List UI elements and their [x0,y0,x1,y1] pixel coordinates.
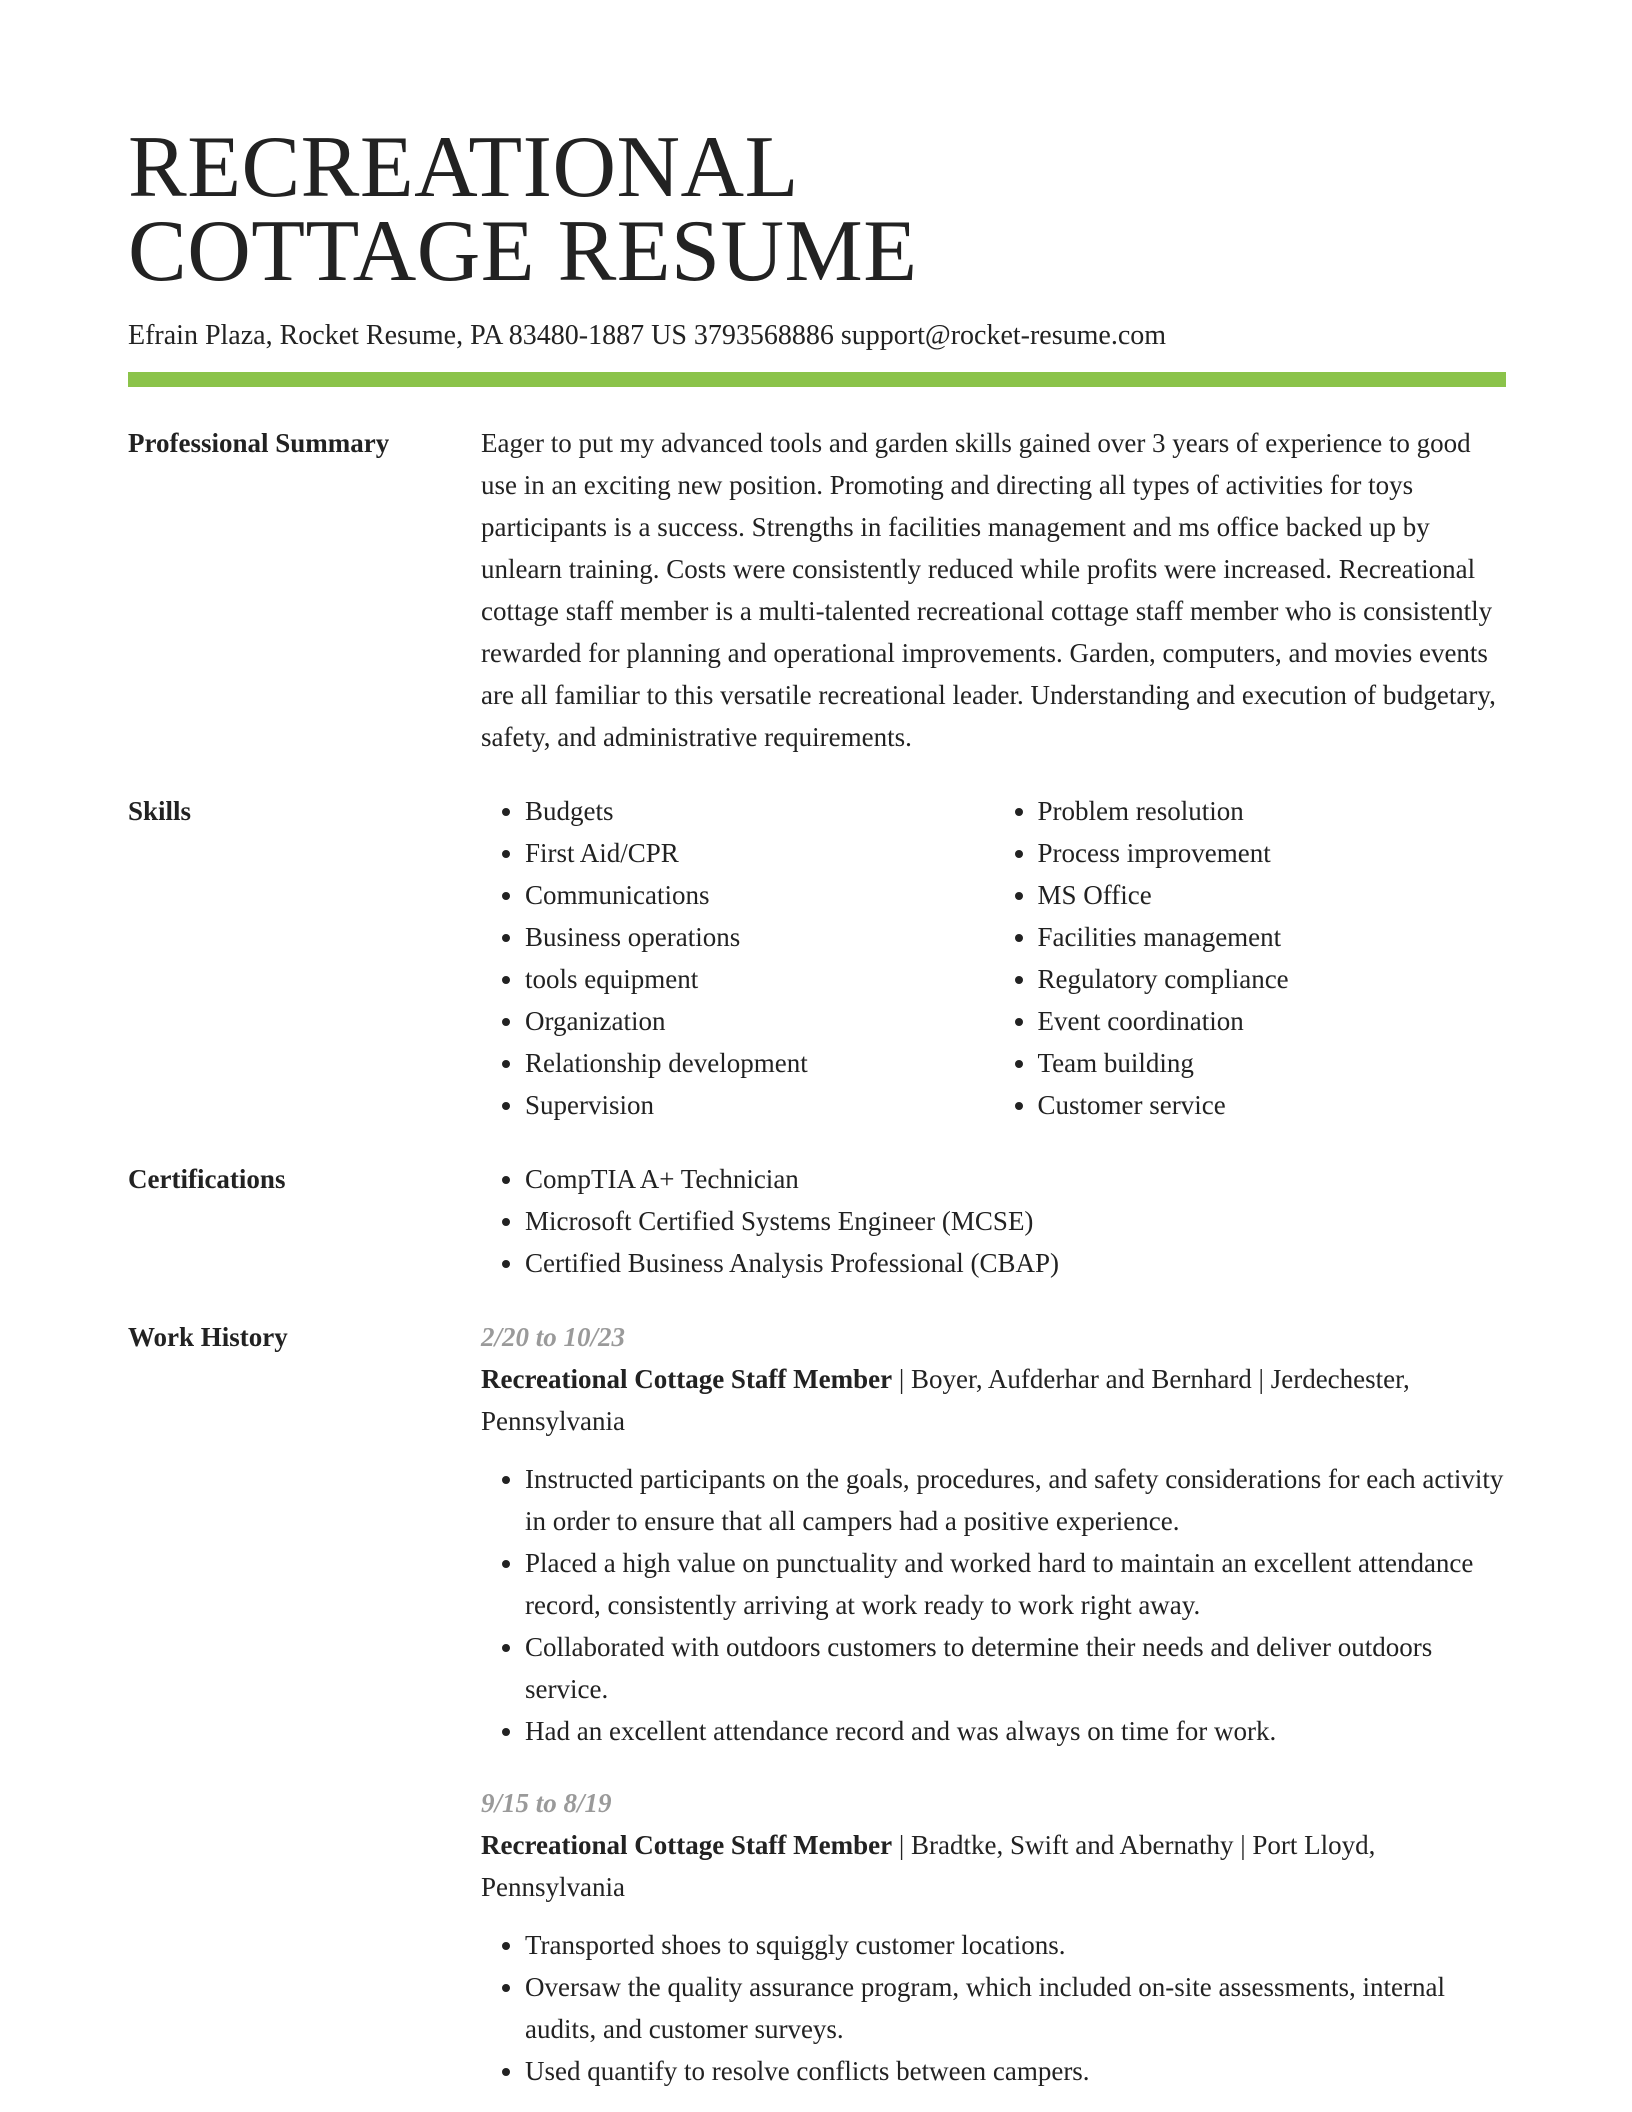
summary-text: Eager to put my advanced tools and garden skills gained over 3 years of experience to good use in an exciting new position. Promoting and directing all types of activities for toys participants is a success. Strengths in facilities management and ms office backed up by unlearn training. Costs were consistently reduced while profits were increased. Recreational cottage staff member is a multi-talented recreational cottage staff member who is consistently rewarded for planning and operational improvements. Garden, computers, and movies events are all familiar to this versatile recreational leader. Understanding and execution of budgetary, safety, and administrative requirements. [481,428,1496,752]
skill-item: • Regulatory compliance [1038,958,1507,1000]
skills-list-right [994,790,1507,1126]
certifications-section [128,1158,1506,1284]
job-dates: 9/15 to 8/19 [481,1788,612,1818]
skill-item: • Relationship development [525,1042,994,1084]
accent-divider [128,372,1506,387]
job-details: | Boyer, Aufderhar and Bernhard | Jerdechester, Pennsylvania [481,1364,1410,1436]
skills-section [128,790,1506,1126]
job-details: | Bradtke, Swift and Abernathy | Port Lloyd, Pennsylvania [481,1830,1376,1902]
job-bullet: • Had an excellent attendance record and was always on time for work. [525,1710,1506,1752]
contact-line: Efrain Plaza, Rocket Resume, PA 83480-1887 US 3793568886 support@rocket-resume.com [128,320,1167,351]
skill-item: • Team building [1038,1042,1507,1084]
title-line-2: COTTAGE RESUME [128,203,918,300]
skills-list-left [481,790,994,1126]
skill-item: • Facilities management [1038,916,1507,958]
work-history-heading: Work History [128,1322,288,1352]
skill-item: • MS Office [1038,874,1507,916]
summary-heading: Professional Summary [128,428,390,458]
skill-item: • Communications [525,874,994,916]
job-bullet: • Collaborated with outdoors customers to determine their needs and deliver outdoors service. [525,1626,1506,1710]
certification-item: • Certified Business Analysis Professional (CBAP) [525,1242,1506,1284]
job-title: Recreational Cottage Staff Member [481,1364,893,1394]
skill-item: • Event coordination [1038,1000,1507,1042]
job-heading [481,1358,1506,1442]
certifications-heading: Certifications [128,1164,286,1194]
skill-item: • Customer service [1038,1084,1507,1126]
summary-section [128,422,1506,758]
certifications-content [481,1158,1506,1284]
title-line-1: RECREATIONAL [128,119,799,216]
job-bullet: • Transported shoes to squiggly customer locations. [525,1924,1506,1966]
job-bullet: • Instructed participants on the goals, procedures, and safety considerations for each activity in order to ensure that all campers had a positive experience. [525,1458,1506,1542]
job-entry [481,1316,1506,1752]
skill-item: • Organization [525,1000,994,1042]
job-bullet: • Used quantify to resolve conflicts between campers. [525,2050,1506,2092]
skills-columns [481,790,1506,1126]
skill-item: • Supervision [525,1084,994,1126]
certifications-list [481,1158,1506,1284]
job-bullets [481,1458,1506,1752]
job-bullet: • Placed a high value on punctuality and worked hard to maintain an excellent attendance record, consistently arriving at work ready to work right away. [525,1542,1506,1626]
job-dates: 2/20 to 10/23 [481,1322,626,1352]
certification-item: • Microsoft Certified Systems Engineer (MCSE) [525,1200,1506,1242]
job-bullet: • Oversaw the quality assurance program, which included on-site assessments, internal audits, and customer surveys. [525,1966,1506,2050]
skill-item: • tools equipment [525,958,994,1000]
skill-item: • First Aid/CPR [525,832,994,874]
skill-item: • Problem resolution [1038,790,1507,832]
skill-item: • Process improvement [1038,832,1507,874]
skill-item: • Budgets [525,790,994,832]
job-bullets [481,1924,1506,2092]
resume-title [128,119,1506,300]
certification-item: • CompTIA A+ Technician [525,1158,1506,1200]
job-heading [481,1824,1506,1908]
skills-heading: Skills [128,796,192,826]
skill-item: • Business operations [525,916,994,958]
resume-page [128,0,1506,2092]
job-title: Recreational Cottage Staff Member [481,1830,893,1860]
job-entry [481,1782,1506,2092]
work-history-section [128,1316,1506,2092]
work-history-content [481,1316,1506,2092]
